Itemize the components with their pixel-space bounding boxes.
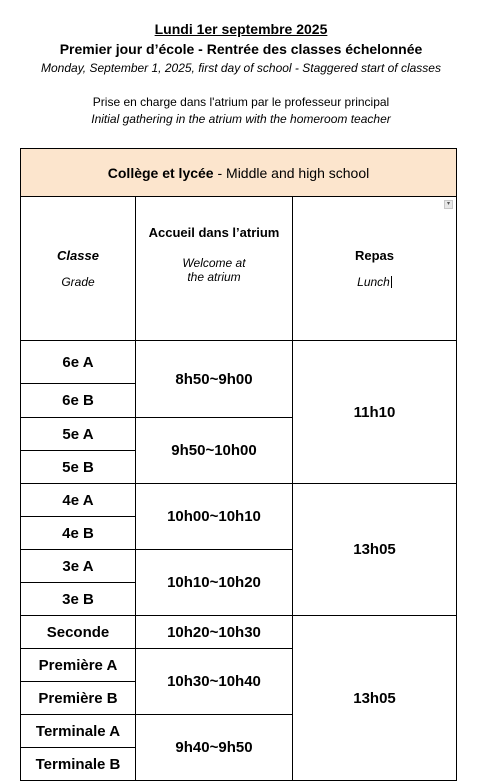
banner-text: - Middle and high school [213, 164, 370, 181]
header-welcome-cell[interactable] [136, 197, 293, 341]
class-cell[interactable]: 4e B [21, 517, 136, 550]
class-cell[interactable]: 5e A [21, 418, 136, 451]
title-fr: Premier jour d’école - Rentrée des classes échelonnée [59, 41, 423, 57]
time-cell[interactable]: 9h50~10h00 [136, 418, 293, 484]
note-en: Initial gathering in the atrium with the homeroom teacher [91, 112, 391, 126]
header-meal-en: Lunch [357, 275, 390, 289]
class-cell[interactable]: 5e B [21, 451, 136, 484]
class-cell[interactable]: Seconde [21, 616, 136, 649]
class-cell[interactable]: Terminale A [21, 715, 136, 748]
time-cell[interactable]: 10h10~10h20 [136, 550, 293, 616]
class-cell[interactable]: Terminale B [21, 748, 136, 781]
time-cell[interactable]: 10h20~10h30 [136, 616, 293, 649]
class-cell[interactable]: 3e A [21, 550, 136, 583]
header-meal-cell[interactable] [293, 197, 457, 341]
class-cell[interactable]: 4e A [21, 484, 136, 517]
time-cell[interactable]: 8h50~9h00 [136, 341, 293, 418]
header-class-fr: Classe [57, 248, 99, 263]
note-fr: Prise en charge dans l'atrium par le professeur principal [92, 95, 390, 109]
header-meal-fr: Repas [355, 248, 395, 263]
class-cell[interactable]: Première A [21, 649, 136, 682]
schedule-table [20, 148, 457, 781]
dropdown-caret-icon[interactable]: ▾ [444, 200, 453, 209]
class-cell[interactable]: 6e B [21, 384, 136, 418]
meal-cell[interactable]: 11h10 [293, 341, 457, 484]
header-class-en: Grade [61, 275, 95, 289]
class-cell[interactable]: 3e B [21, 583, 136, 616]
time-cell[interactable]: 10h30~10h40 [136, 649, 293, 715]
time-cell[interactable]: 9h40~9h50 [136, 715, 293, 781]
header-welcome-en: Welcome at the atrium [182, 256, 246, 284]
text-cursor [391, 276, 392, 288]
header-class-cell[interactable] [21, 197, 136, 341]
title-en: Monday, September 1, 2025, first day of school - Staggered start of classes [41, 61, 441, 75]
meal-cell[interactable]: 13h05 [293, 484, 457, 616]
section-banner[interactable] [21, 149, 457, 197]
class-cell[interactable]: 6e A [21, 341, 136, 384]
date-heading: Lundi 1er septembre 2025 [154, 21, 328, 37]
time-cell[interactable]: 10h00~10h10 [136, 484, 293, 550]
meal-cell[interactable]: 13h05 [293, 616, 457, 781]
header-welcome-fr: Accueil dans l’atrium [148, 225, 280, 240]
class-cell[interactable]: Première B [21, 682, 136, 715]
banner-bold-text: Collège et lycée [107, 164, 214, 181]
